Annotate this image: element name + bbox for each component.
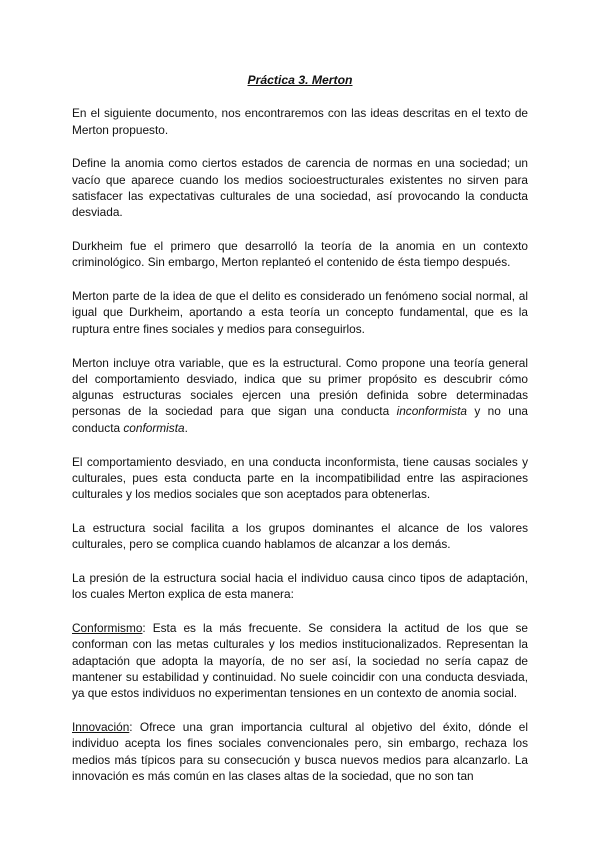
text-segment: . xyxy=(184,420,188,435)
text-segment: : Esta es la más frecuente. Se considera la actitud de los que se conforman con las metas culturales y los medios institucionalizados. Representan la adaptación que adopta la mayoría, de no ser así, la sociedad no sería capaz de mantener su estabilidad y continuidad. No suele coincidir con una conducta desviada, ya que estos individuos no experimentan tensiones en un contexto de anomia social. xyxy=(72,621,528,701)
paragraph-intro: En el siguiente documento, nos encontraremos con las ideas descritas en el texto de Merton propuesto. xyxy=(72,106,528,137)
paragraph-variable-estructural xyxy=(72,355,528,436)
paragraph-durkheim: Durkheim fue el primero que desarrolló la teoría de la anomia en un contexto criminológico. Sin embargo, Merton replanteó el contenido de ésta tiempo después. xyxy=(72,239,528,270)
italic-term-inconformista: inconformista xyxy=(396,404,467,419)
paragraph-conformismo xyxy=(72,620,528,701)
text-segment: Merton incluye otra variable, que es la estructural. Como propone una teoría general del comportamiento desviado, indica que su primer propósito es descubrir cómo algunas estructuras sociales ejercen una presión definida sobre determinadas personas de la sociedad para que sigan una conducta xyxy=(72,355,528,419)
text-segment: y no una conducta xyxy=(72,404,528,435)
paragraph-merton-delito: Merton parte de la idea de que el delito es considerado un fenómeno social normal, al igual que Durkheim, aportando a esta teoría un concepto fundamental, que es la ruptura entre fines sociales y medios para conseguirlos. xyxy=(72,289,528,336)
term-innovacion: Innovación xyxy=(72,720,130,735)
term-conformismo: Conformismo xyxy=(72,621,143,636)
paragraph-tipos-adaptacion: La presión de la estructura social hacia el individuo causa cinco tipos de adaptación, los cuales Merton explica de esta manera: xyxy=(72,571,528,602)
paragraph-anomia-definition: Define la anomia como ciertos estados de carencia de normas en una sociedad; un vacío que aparece cuando los medios socioestructurales existentes no sirven para satisfacer las expectativas culturales de una sociedad, así provocando la conducta desviada. xyxy=(72,156,528,220)
paragraph-innovacion xyxy=(72,719,528,784)
italic-term-conformista: conformista xyxy=(123,420,185,435)
document-title: Práctica 3. Merton xyxy=(247,73,353,87)
document-page xyxy=(72,72,528,802)
paragraph-estructura-social: La estructura social facilita a los grupos dominantes el alcance de los valores culturales, pero se complica cuando hablamos de alcanzar a los demás. xyxy=(72,520,528,552)
paragraph-comportamiento-desviado: El comportamiento desviado, en una conducta inconformista, tiene causas sociales y culturales, pues esta conducta parte en la incompatibilidad entre las aspiraciones culturales y los medios sociales que son aceptados para obtenerlas. xyxy=(72,454,528,502)
text-segment: : Ofrece una gran importancia cultural al objetivo del éxito, dónde el individuo acepta los fines sociales convencionales pero, sin embargo, rechaza los medios más típicos para su consecución y busca nuevos medios para alcanzarlo. La innovación es más común en las clases altas de la sociedad, que no son tan xyxy=(72,720,528,783)
